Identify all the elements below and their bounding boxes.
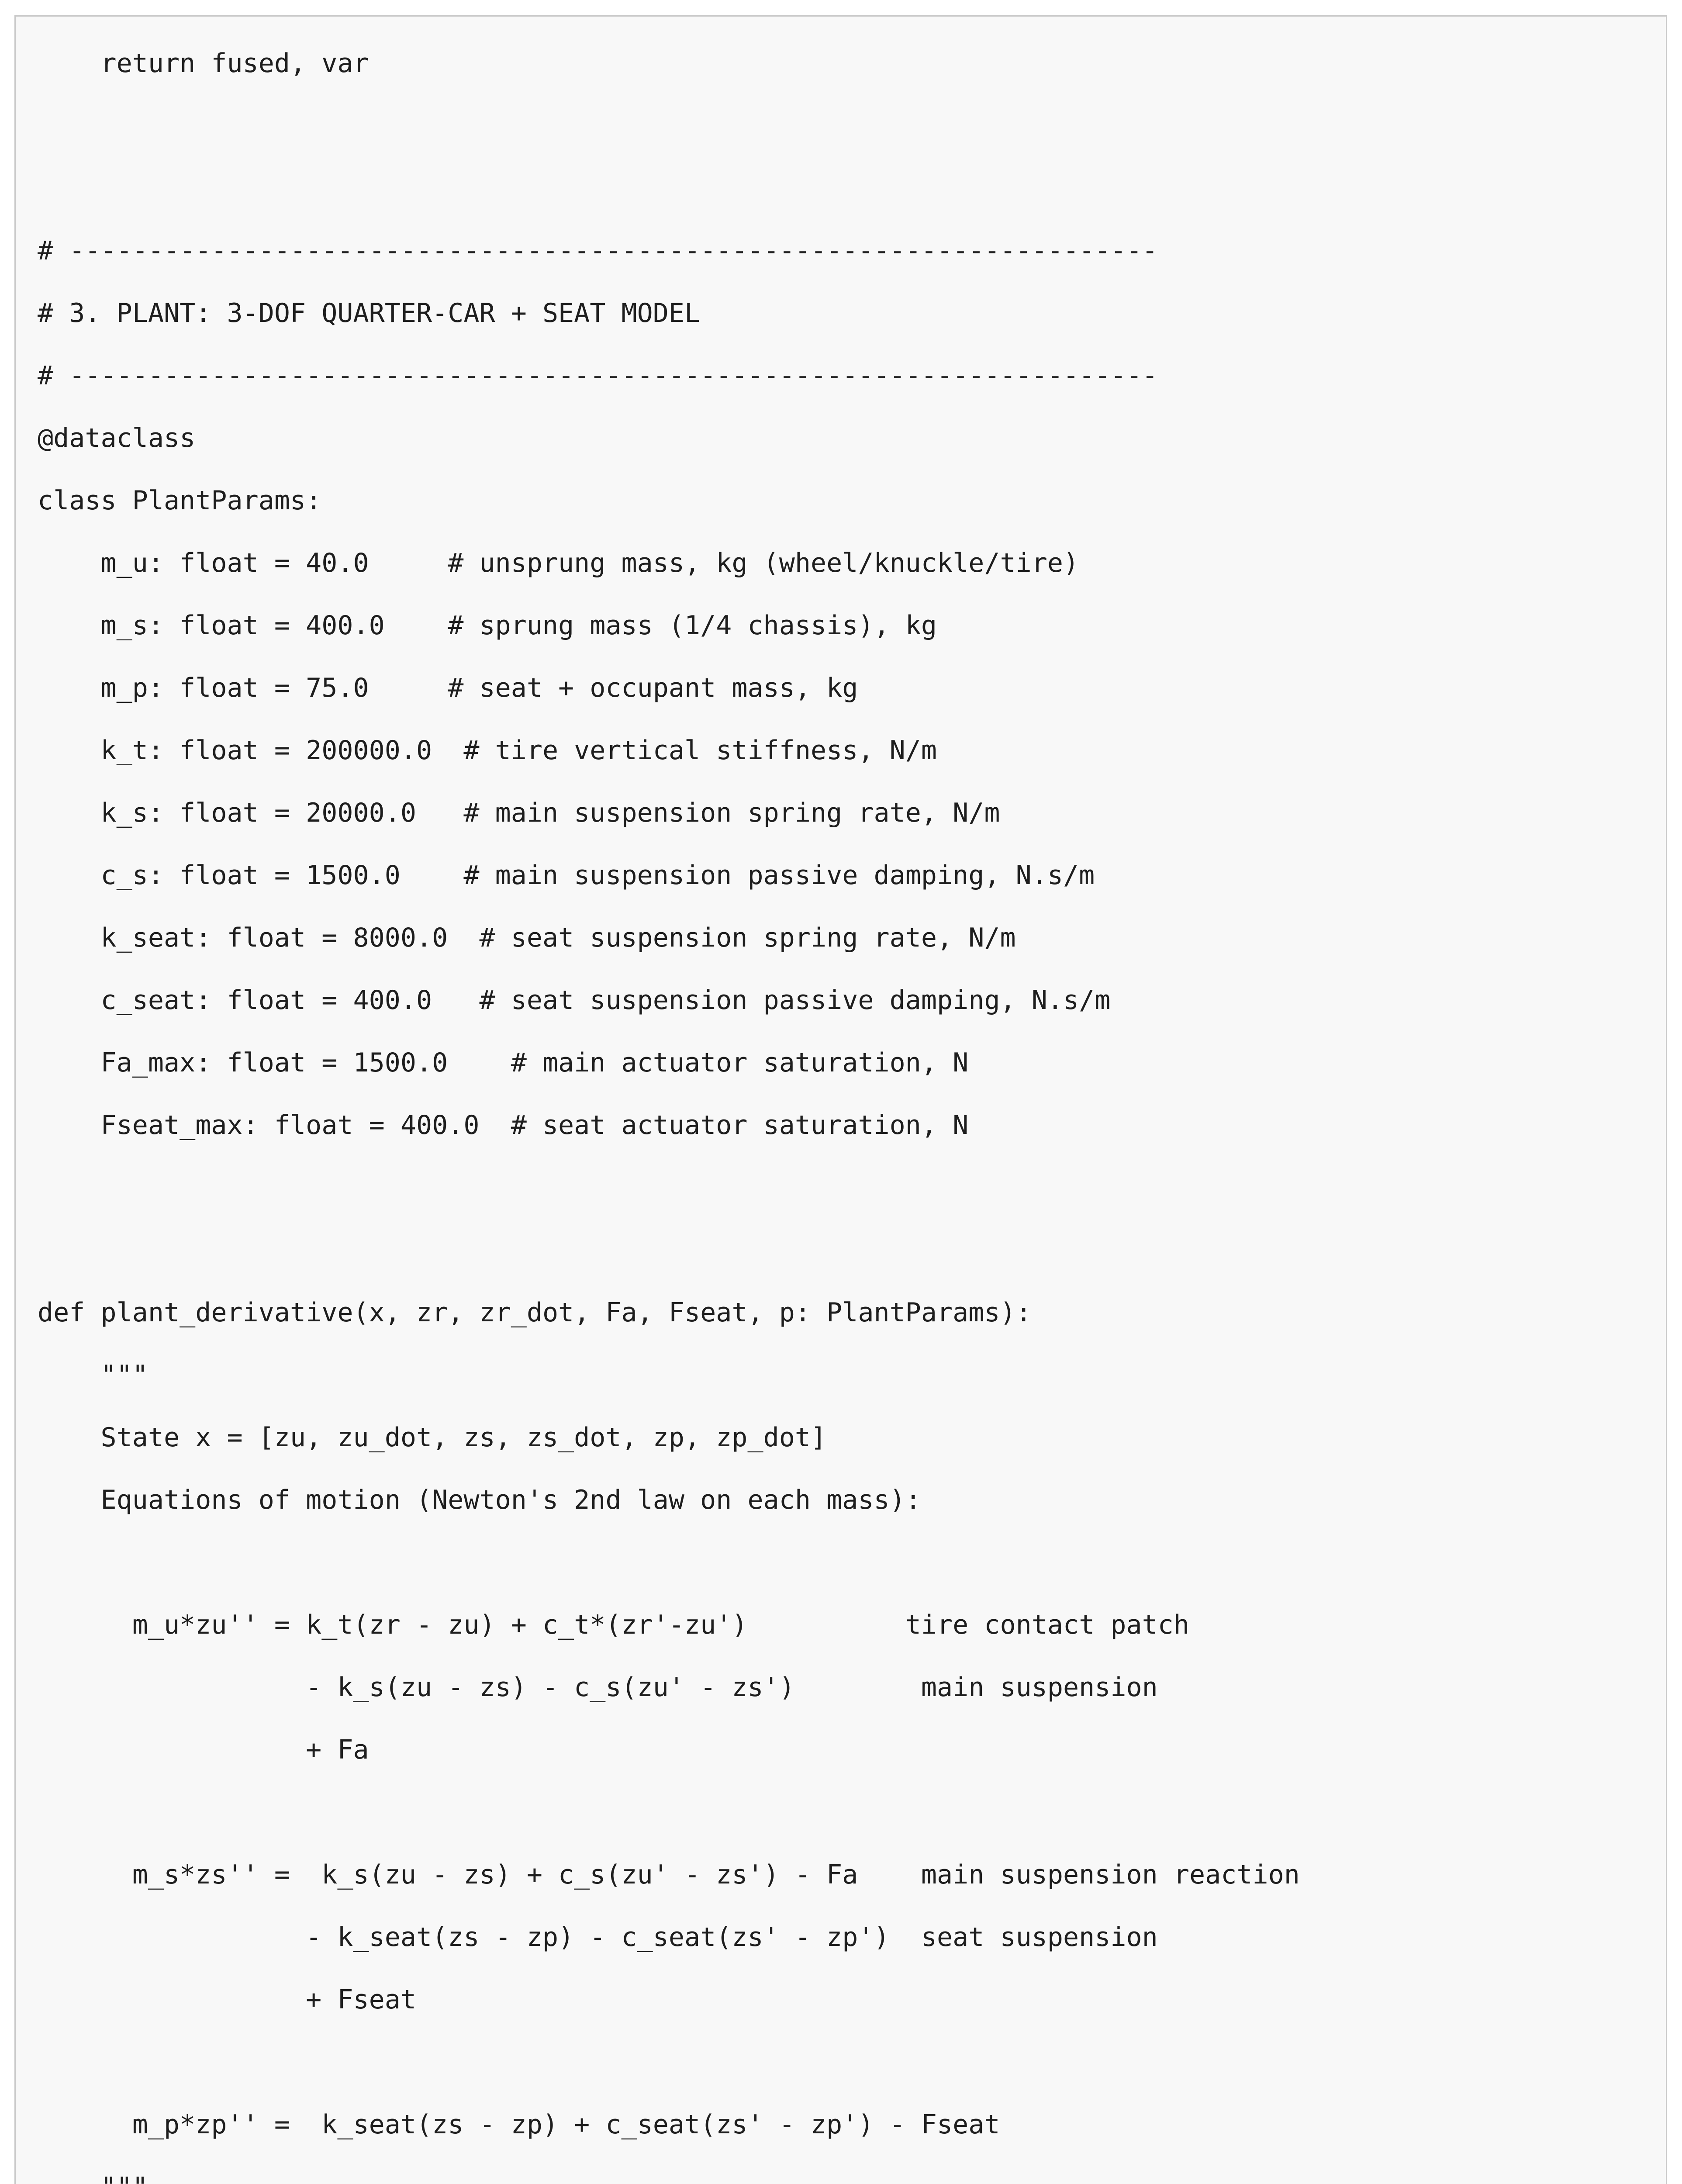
code-line: Equations of motion (Newton's 2nd law on each mass): (38, 1485, 921, 1515)
code-line: m_s: float = 400.0 # sprung mass (1/4 chassis), kg (38, 610, 937, 641)
code-line: # 3. PLANT: 3-DOF QUARTER-CAR + SEAT MODEL (38, 298, 701, 328)
code-block (14, 15, 1667, 2184)
code-line: class PlantParams: (38, 485, 322, 516)
code-line: + Fa (38, 1735, 369, 1765)
code-line (38, 2156, 148, 2184)
code-line: k_s: float = 20000.0 # main suspension spring rate, N/m (38, 798, 1000, 828)
code-line: Fseat_max: float = 400.0 # seat actuator saturation, N (38, 1110, 969, 1140)
code-line: k_t: float = 200000.0 # tire vertical stiffness, N/m (38, 735, 937, 766)
code-line: m_s*zs'' = k_s(zu - zs) + c_s(zu' - zs') - Fa main suspension reaction (38, 1859, 1300, 1890)
code-line: m_p*zp'' = k_seat(zs - zp) + c_seat(zs' - zp') - Fseat (38, 2109, 1000, 2140)
code-line: m_u: float = 40.0 # unsprung mass, kg (wheel/knuckle/tire) (38, 548, 1079, 578)
code-line: State x = [zu, zu_dot, zs, zs_dot, zp, zp_dot] (38, 1422, 827, 1453)
code-line: m_u*zu'' = k_t(zr - zu) + c_t*(zr'-zu') tire contact patch (38, 1610, 1189, 1640)
code-line: # --------------------------------------------------------------------- (38, 360, 1158, 391)
code-line: """ (38, 1360, 148, 1390)
code-line: c_s: float = 1500.0 # main suspension passive damping, N.s/m (38, 860, 1095, 891)
code-line: def plant_derivative(x, zr, zr_dot, Fa, Fseat, p: PlantParams): (38, 1297, 1032, 1328)
code-line: @dataclass (38, 423, 196, 453)
code-line: - k_seat(zs - zp) - c_seat(zs' - zp') seat suspension (38, 1922, 1158, 1952)
code-line: m_p: float = 75.0 # seat + occupant mass, kg (38, 673, 858, 703)
code-line: - k_s(zu - zs) - c_s(zu' - zs') main suspension (38, 1672, 1158, 1703)
code-line: k_seat: float = 8000.0 # seat suspension spring rate, N/m (38, 923, 1016, 953)
code-line: return fused, var (38, 48, 369, 79)
code-line: Fa_max: float = 1500.0 # main actuator saturation, N (38, 1047, 969, 1078)
code-line: c_seat: float = 400.0 # seat suspension passive damping, N.s/m (38, 985, 1111, 1016)
code-line: # --------------------------------------------------------------------- (38, 235, 1158, 266)
code-line: + Fseat (38, 1984, 416, 2015)
